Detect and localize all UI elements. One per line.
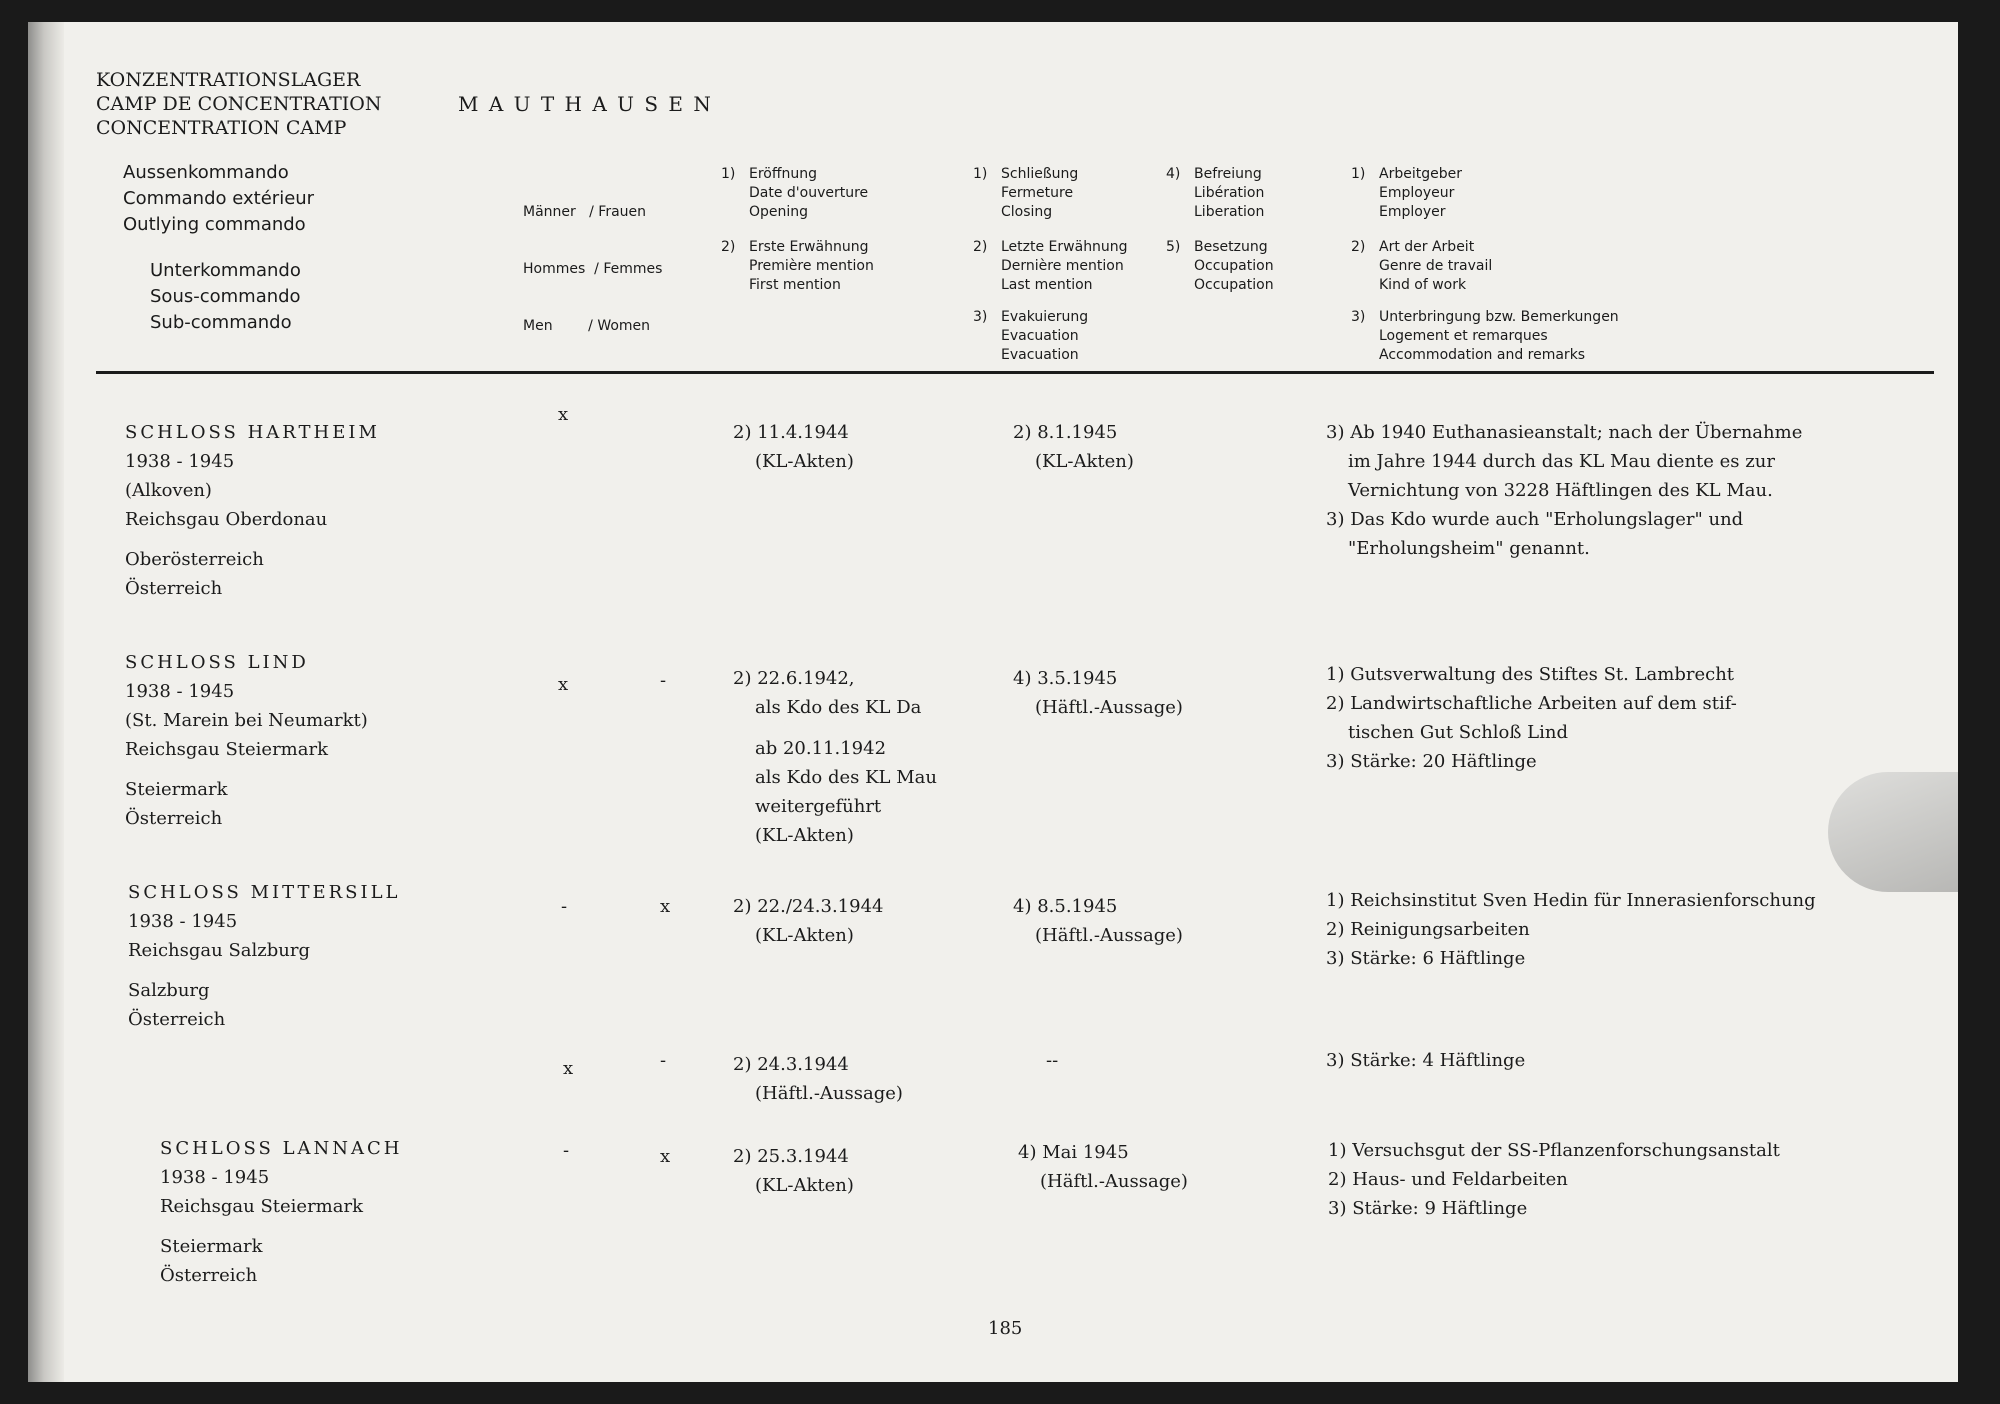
subcamp-name: SCHLOSS MITTERSILL bbox=[128, 882, 401, 903]
open-note: ab 20.11.1942 bbox=[755, 738, 887, 759]
open-note: als Kdo des KL Mau bbox=[755, 767, 937, 788]
subcamp-years: 1938 - 1945 bbox=[125, 681, 235, 702]
women-mark: x bbox=[660, 896, 671, 917]
entry-4-close: -- bbox=[1046, 1050, 1059, 1071]
book-spine-shadow bbox=[28, 22, 64, 1382]
page-clip bbox=[1828, 772, 1958, 892]
camp-type-fr: CAMP DE CONCENTRATION bbox=[96, 93, 382, 115]
camp-type-de: KONZENTRATIONSLAGER bbox=[96, 69, 361, 91]
remark-line: 1) Gutsverwaltung des Stiftes St. Lambrecht bbox=[1326, 664, 1735, 685]
entry-4-open bbox=[733, 1050, 903, 1108]
gender-en: Men / Women bbox=[523, 318, 651, 334]
remark-line: 2) Reinigungsarbeiten bbox=[1326, 919, 1530, 940]
open-source: (KL-Akten) bbox=[755, 1175, 854, 1196]
entry-lind-close bbox=[1013, 664, 1183, 722]
remark-line: 3) Stärke: 4 Häftlinge bbox=[1326, 1050, 1526, 1071]
entry-mittersill-close bbox=[1013, 892, 1183, 950]
page-number: 185 bbox=[988, 1318, 1023, 1339]
subcamp-gau: Reichsgau Oberdonau bbox=[125, 509, 328, 530]
open-note: als Kdo des KL Da bbox=[755, 697, 922, 718]
work-header-1: 1) Arbeitgeber Employeur Employer bbox=[1351, 166, 1462, 220]
remark-line: 2) Haus- und Feldarbeiten bbox=[1328, 1169, 1568, 1190]
subcamp-region: Steiermark bbox=[125, 779, 228, 800]
remark-line: 3) Das Kdo wurde auch "Erholungslager" und bbox=[1326, 509, 1744, 530]
close-header-3: 3) Evakuierung Evacuation Evacuation bbox=[973, 309, 1089, 363]
entry-lind-open bbox=[733, 664, 937, 850]
unter-label-block bbox=[150, 258, 301, 336]
entry-hartheim-close bbox=[1013, 418, 1134, 476]
gender-de: Männer / Frauen bbox=[523, 204, 647, 220]
entry-lannach-close bbox=[1018, 1138, 1188, 1196]
subcamp-name: SCHLOSS HARTHEIM bbox=[125, 422, 380, 443]
aussen-de: Aussenkommando bbox=[123, 162, 289, 183]
remark-line: 2) Landwirtschaftliche Arbeiten auf dem stif- bbox=[1326, 693, 1737, 714]
subcamp-years: 1938 - 1945 bbox=[160, 1167, 270, 1188]
gender-fr: Hommes / Femmes bbox=[523, 261, 663, 277]
close-header-2: 2) Letzte Erwähnung Dernière mention Last mention bbox=[973, 239, 1128, 293]
close-header-4: 4) Befreiung Libération Liberation bbox=[1166, 166, 1265, 220]
subcamp-gau: Reichsgau Salzburg bbox=[128, 940, 310, 961]
remark-line: 3) Stärke: 20 Häftlinge bbox=[1326, 751, 1537, 772]
remark-line: "Erholungsheim" genannt. bbox=[1348, 538, 1590, 559]
subcamp-region: Steiermark bbox=[160, 1236, 263, 1257]
subcamp-country: Österreich bbox=[125, 578, 223, 599]
entry-hartheim-remarks bbox=[1326, 418, 1802, 563]
remark-line: 1) Versuchsgut der SS-Pflanzenforschungsanstalt bbox=[1328, 1140, 1780, 1161]
open-source: (Häftl.-Aussage) bbox=[755, 1083, 903, 1104]
subcamp-country: Österreich bbox=[160, 1265, 258, 1286]
subcamp-years: 1938 - 1945 bbox=[125, 451, 235, 472]
camp-name: M A U T H A U S E N bbox=[458, 92, 713, 116]
open-source: (KL-Akten) bbox=[755, 925, 854, 946]
open-date: 2) 22./24.3.1944 bbox=[733, 896, 884, 917]
aussen-label-block bbox=[123, 160, 314, 238]
men-mark: - bbox=[561, 896, 568, 917]
open-source: (KL-Akten) bbox=[755, 451, 854, 472]
close-source: (Häftl.-Aussage) bbox=[1035, 925, 1183, 946]
open-source: (KL-Akten) bbox=[755, 825, 854, 846]
camp-type-block bbox=[96, 68, 382, 140]
remark-line: 1) Reichsinstitut Sven Hedin für Innerasienforschung bbox=[1326, 890, 1816, 911]
remark-line: im Jahre 1944 durch das KL Mau diente es zur bbox=[1348, 451, 1775, 472]
open-date: 2) 22.6.1942, bbox=[733, 668, 855, 689]
unter-fr: Sous-commando bbox=[150, 286, 301, 307]
entry-lind-location bbox=[125, 648, 368, 833]
men-mark: x bbox=[558, 404, 569, 425]
subcamp-country: Österreich bbox=[125, 808, 223, 829]
entry-hartheim-open bbox=[733, 418, 854, 476]
work-header-2: 2) Art der Arbeit Genre de travail Kind of work bbox=[1351, 239, 1493, 293]
document-page bbox=[28, 22, 1958, 1382]
remark-line: Vernichtung von 3228 Häftlingen des KL Mau. bbox=[1348, 480, 1773, 501]
entry-lannach-open bbox=[733, 1142, 854, 1200]
women-mark: x bbox=[660, 1146, 671, 1167]
subcamp-country: Österreich bbox=[128, 1009, 226, 1030]
women-mark: - bbox=[660, 1050, 667, 1071]
unter-en: Sub-commando bbox=[150, 312, 292, 333]
header-divider bbox=[96, 371, 1934, 374]
unter-de: Unterkommando bbox=[150, 260, 301, 281]
entry-mittersill-location bbox=[128, 878, 401, 1034]
open-header-1: 1) Eröffnung Date d'ouverture Opening bbox=[721, 166, 869, 220]
entry-mittersill-remarks bbox=[1326, 886, 1816, 973]
camp-type-en: CONCENTRATION CAMP bbox=[96, 117, 347, 139]
close-date: 2) 8.1.1945 bbox=[1013, 422, 1118, 443]
close-source: (Häftl.-Aussage) bbox=[1040, 1171, 1188, 1192]
entry-4-remarks bbox=[1326, 1046, 1525, 1075]
close-header-5: 5) Besetzung Occupation Occupation bbox=[1166, 239, 1274, 293]
gender-header bbox=[523, 165, 662, 374]
close-date: 4) 8.5.1945 bbox=[1013, 896, 1118, 917]
entry-lannach-location bbox=[160, 1134, 403, 1290]
open-note: weitergeführt bbox=[755, 796, 882, 817]
open-date: 2) 24.3.1944 bbox=[733, 1054, 849, 1075]
close-header-1: 1) Schließung Fermeture Closing bbox=[973, 166, 1079, 220]
remark-line: 3) Ab 1940 Euthanasieanstalt; nach der Übernahme bbox=[1326, 422, 1803, 443]
remark-line: 3) Stärke: 9 Häftlinge bbox=[1328, 1198, 1528, 1219]
aussen-en: Outlying commando bbox=[123, 214, 306, 235]
close-date: 4) Mai 1945 bbox=[1018, 1142, 1129, 1163]
subcamp-locality: (St. Marein bei Neumarkt) bbox=[125, 710, 368, 731]
men-mark: x bbox=[558, 674, 569, 695]
men-mark: - bbox=[563, 1140, 570, 1161]
men-mark: x bbox=[563, 1058, 574, 1079]
work-header-3: 3) Unterbringung bzw. Bemerkungen Logement et remarques Accommodation and remarks bbox=[1351, 309, 1619, 363]
close-source: (Häftl.-Aussage) bbox=[1035, 697, 1183, 718]
subcamp-region: Salzburg bbox=[128, 980, 210, 1001]
subcamp-years: 1938 - 1945 bbox=[128, 911, 238, 932]
open-date: 2) 11.4.1944 bbox=[733, 422, 849, 443]
entry-lannach-remarks bbox=[1328, 1136, 1780, 1223]
entry-hartheim-location bbox=[125, 418, 380, 603]
subcamp-locality: (Alkoven) bbox=[125, 480, 212, 501]
remark-line: 3) Stärke: 6 Häftlinge bbox=[1326, 948, 1526, 969]
close-source: (KL-Akten) bbox=[1035, 451, 1134, 472]
open-header-2: 2) Erste Erwähnung Première mention First mention bbox=[721, 239, 874, 293]
close-date: 4) 3.5.1945 bbox=[1013, 668, 1118, 689]
entry-mittersill-open bbox=[733, 892, 884, 950]
subcamp-region: Oberösterreich bbox=[125, 549, 264, 570]
subcamp-gau: Reichsgau Steiermark bbox=[160, 1196, 363, 1217]
women-mark: - bbox=[660, 670, 667, 691]
entry-lind-remarks bbox=[1326, 660, 1737, 776]
open-date: 2) 25.3.1944 bbox=[733, 1146, 849, 1167]
subcamp-name: SCHLOSS LIND bbox=[125, 652, 309, 673]
subcamp-gau: Reichsgau Steiermark bbox=[125, 739, 328, 760]
remark-line: tischen Gut Schloß Lind bbox=[1348, 722, 1568, 743]
aussen-fr: Commando extérieur bbox=[123, 188, 315, 209]
subcamp-name: SCHLOSS LANNACH bbox=[160, 1138, 403, 1159]
